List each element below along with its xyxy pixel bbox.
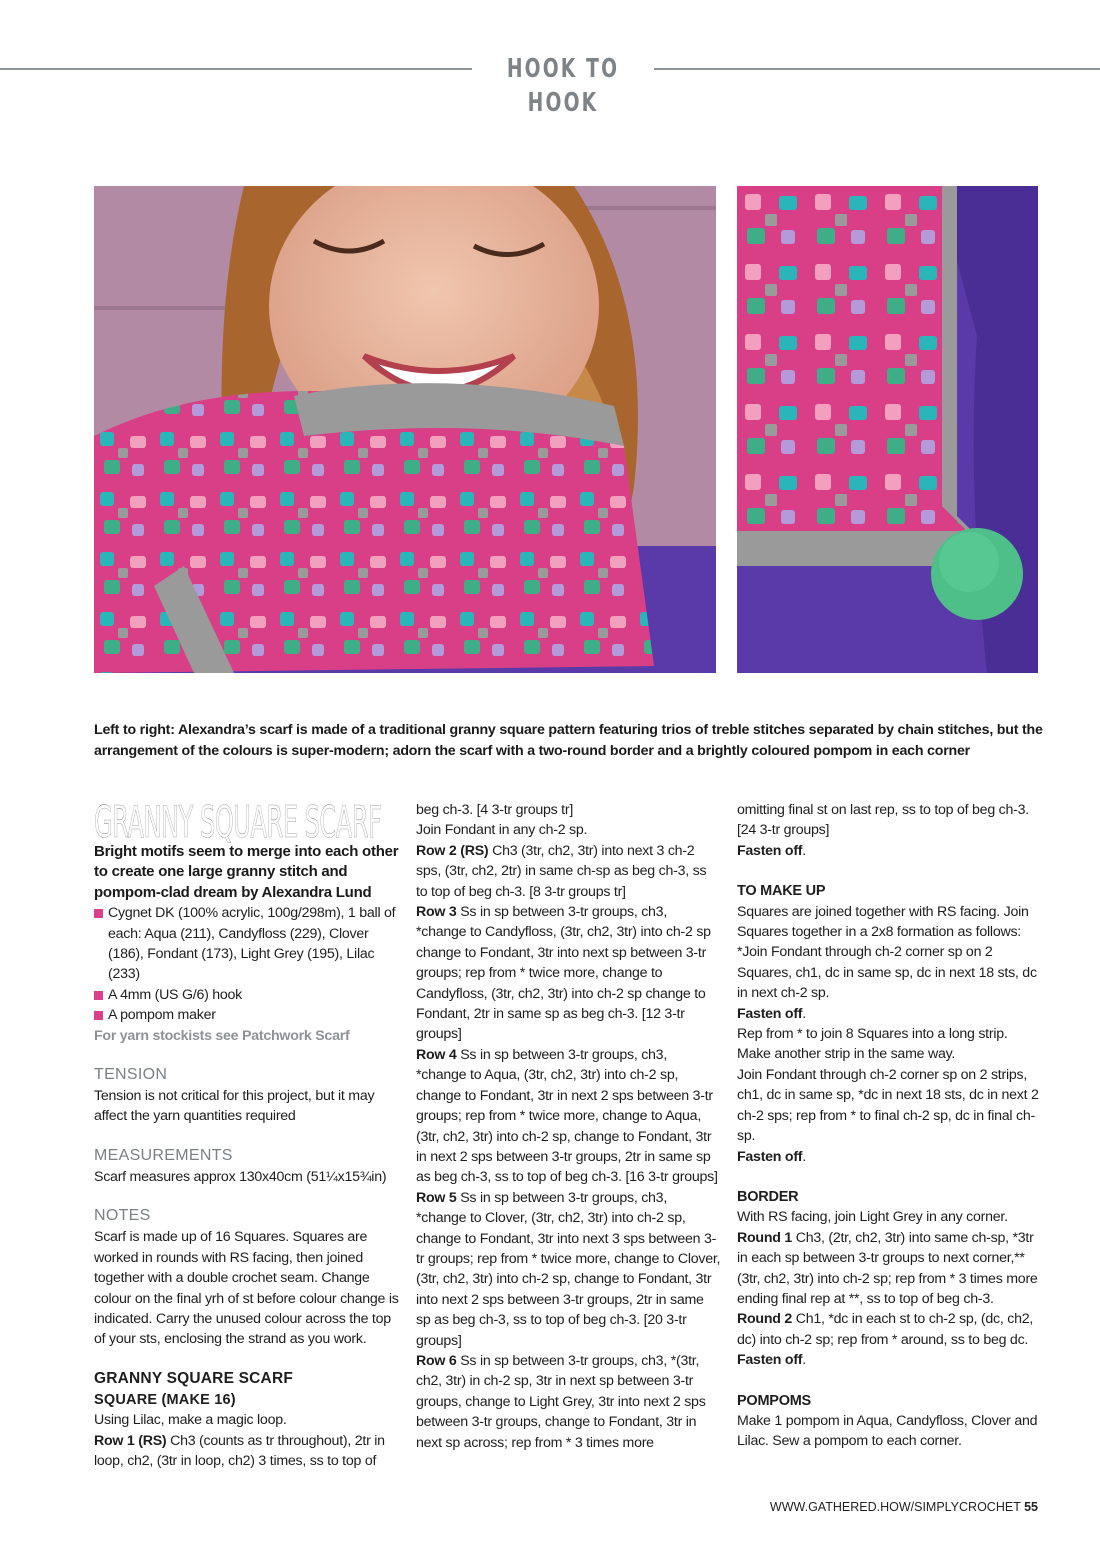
footer-url: WWW.GATHERED.HOW/SIMPLYCROCHET	[769, 1500, 1021, 1514]
page-number: 55	[1024, 1500, 1038, 1514]
square-bullet-icon	[94, 1011, 103, 1020]
header-rule-left	[0, 68, 472, 70]
make-up-heading: TO MAKE UP	[737, 883, 826, 900]
row-6-text: Row 6 Ss in sp between 3-tr groups, ch3, *(3tr, ch2, 3tr) in ch-2 sp, 3tr in next sp between 3-tr groups, change to Light Grey, 3tr into next 2 sps between 3-tr groups, change to Fondant, 3tr in next sp across; rep from * 3 times more	[416, 1352, 706, 1451]
column-3	[737, 800, 1042, 1452]
join-text: Join Fondant in any ch-2 sp.	[416, 822, 588, 839]
fasten-off-3: Fasten off.	[737, 1148, 806, 1165]
row-4-text: Row 4 Ss in sp between 3-tr groups, ch3, *change to Aqua, (3tr, ch2, 3tr) into ch-2 sp, change to Fondant, 3tr in next 2 sps between 3-tr groups; rep from * twice more, change to Aqua, (3tr, ch2, 3tr) into ch-2 sp, change to Fondant, 3tr in next 2 sps between 3-tr groups, 2tr in same sp as beg ch-3, ss to top of beg ch-3. [16 3-tr groups]	[416, 1046, 718, 1186]
pattern-standfirst: Bright motifs seem to merge into each other to create one large granny stitch and pompom-clad dream by Alexandra Lund	[94, 843, 399, 901]
row-1-text: Row 1 (RS) Ch3 (counts as tr throughout), 2tr in loop, ch2, (3tr in loop, ch2) 3 times, ss to top of	[94, 1432, 385, 1469]
row-1-continued: beg ch-3. [4 3-tr groups tr]	[416, 802, 574, 818]
pattern-title: GRANNY SQUARE SCARF	[94, 797, 382, 848]
magic-loop-text: Using Lilac, make a magic loop.	[94, 1412, 287, 1429]
border-intro: With RS facing, join Light Grey in any corner.	[737, 1209, 1008, 1226]
round-2-text: Round 2 Ch1, *dc in each st to ch-2 sp, (dc, ch2, dc) into ch-2 sp; rep from * around, ss to beg dc.	[737, 1311, 1034, 1348]
pompoms-text: Make 1 pompom in Aqua, Candyfloss, Clover and Lilac. Sew a pompom to each corner.	[737, 1412, 1038, 1450]
fasten-off-4: Fasten off.	[737, 1352, 806, 1369]
tension-heading: TENSION	[94, 1066, 168, 1084]
tension-text: Tension is not critical for this project, but it may affect the yarn quantities required	[94, 1088, 375, 1125]
column-2	[416, 800, 721, 1453]
make-up-text-1: Squares are joined together with RS facing. Join Squares together in a 2x8 formation as follows: *Join Fondant through ch-2 corner sp on 2 Squares, ch1, dc in same sp, dc in next 18 sts, dc in next ch-2 sp.	[737, 903, 1037, 1002]
row-2-text: Row 2 (RS) Ch3 (3tr, ch2, 3tr) into next 3 ch-2 sps, (3tr, ch2, 2tr) in same ch-sp as beg ch-3, ss to top of beg ch-3. [8 3-tr groups tr]	[416, 842, 707, 900]
make-up-text-3: Join Fondant through ch-2 corner sp on 2 strips, ch1, dc in same sp, *dc in next 18 sts, dc in next 2 ch-2 sps; rep from * to final ch-2 sp, dc in final ch-sp.	[737, 1066, 1039, 1145]
column-1	[94, 797, 399, 1471]
pattern-heading: GRANNY SQUARE SCARF	[94, 1369, 294, 1387]
list-item: A pompom maker	[94, 1005, 399, 1025]
square-bullet-icon	[94, 991, 103, 1000]
header-rule-right	[654, 68, 1100, 70]
notes-heading: NOTES	[94, 1207, 151, 1225]
list-item: Cygnet DK (100% acrylic, 100g/298m), 1 ball of each: Aqua (211), Candyfloss (229), Clover (186), Fondant (173), Light Grey (195), Lilac (233)	[94, 903, 399, 985]
square-bullet-icon	[94, 909, 103, 918]
pompoms-heading: POMPOMS	[737, 1392, 811, 1409]
measurements-heading: MEASUREMENTS	[94, 1146, 233, 1164]
section-title: HOOK TO HOOK	[506, 54, 620, 118]
notes-text: Scarf is made up of 16 Squares. Squares are worked in rounds with RS facing, then joined together with a double crochet seam. Change colour on the final yrh of st before colour change is indicated. Carry the unused colour across the top of your sts, enclosing the strand as you work.	[94, 1229, 399, 1348]
measurements-text: Scarf measures approx 130x40cm (51¼x15¾in)	[94, 1168, 387, 1185]
row-5-text: Row 5 Ss in sp between 3-tr groups, ch3, *change to Clover, (3tr, ch2, 3tr) into ch-2 sp, change to Fondant, 3tr into next 3 sps between 3-tr groups; rep from * twice more, change to Clover, (3tr, ch2, 3tr) into ch-2 sp, change to Fondant, 3tr into next 2 sps between 3-tr groups, 2tr in same sp as beg ch-3, ss to top of beg ch-3. [20 3-tr groups]	[416, 1189, 721, 1349]
photo-caption: Left to right: Alexandra’s scarf is made of a traditional granny square pattern featuring trios of treble stitches separated by chain stitches, but the arrangement of the colours is super-modern; adorn the scarf with a two-round border and a brightly coloured pompom in each corner	[94, 722, 1043, 759]
row-6-continued: omitting final st on last rep, ss to top of beg ch-3. [24 3-tr groups]	[737, 802, 1029, 839]
page-footer	[770, 1500, 1038, 1514]
stockists-note: For yarn stockists see Patchwork Scarf	[94, 1027, 350, 1044]
make-up-text-2: Rep from * to join 8 Squares into a long strip. Make another strip in the same way.	[737, 1026, 1008, 1063]
fasten-off-1: Fasten off.	[737, 842, 806, 859]
round-1-text: Round 1 Ch3, (2tr, ch2, 3tr) into same ch-sp, *3tr in each sp between 3-tr groups to next corner,** (3tr, ch2, 3tr) into ch-2 sp; rep from * 3 times more ending final rep at **, ss to top of beg ch-3.	[737, 1229, 1038, 1307]
photo-woman-scarf	[94, 186, 716, 673]
photo-scarf-pompom	[737, 186, 1038, 673]
fasten-off-2: Fasten off.	[737, 1005, 806, 1022]
running-header	[0, 52, 1100, 118]
row-3-text: Row 3 Ss in sp between 3-tr groups, ch3, *change to Candyfloss, (3tr, ch2, 3tr) into ch-2 sp change to Fondant, 3tr into next sp between 3-tr groups; rep from * twice more, change to Candyfloss, (3tr, ch2, 3tr) into ch-2 sp change to Fondant, 2tr in same sp as beg ch-3. [12 3-tr groups]	[416, 904, 711, 1043]
list-item: A 4mm (US G/6) hook	[94, 985, 399, 1005]
materials-list	[94, 903, 399, 1025]
border-heading: BORDER	[737, 1188, 799, 1205]
square-heading: SQUARE (MAKE 16)	[94, 1391, 236, 1408]
